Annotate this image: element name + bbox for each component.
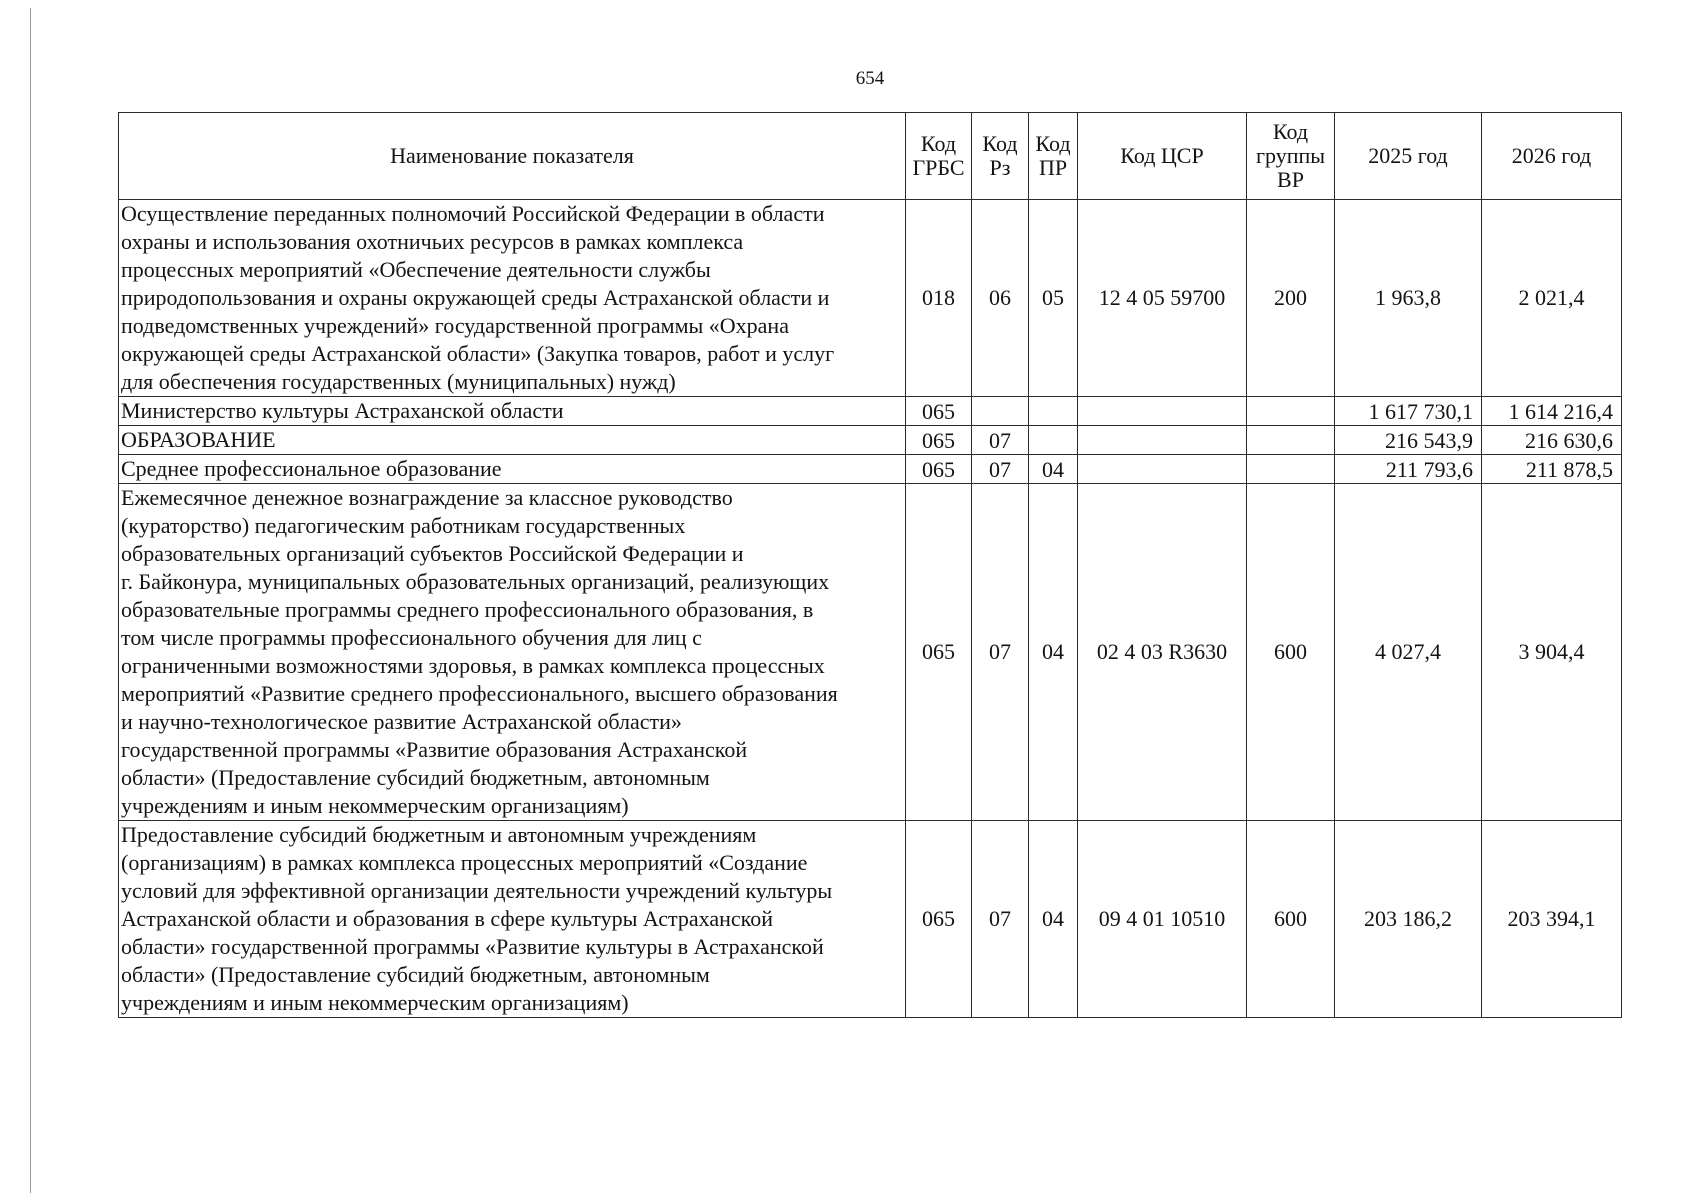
row-2025: 216 543,9 — [1335, 426, 1482, 455]
header-pr: Код ПР — [1029, 113, 1078, 200]
row-vr: 200 — [1247, 200, 1335, 397]
row-vr: 600 — [1247, 484, 1335, 821]
row-rz: 07 — [972, 426, 1029, 455]
row-2026: 2 021,4 — [1482, 200, 1622, 397]
row-grbs: 065 — [906, 426, 972, 455]
table-row — [119, 455, 1622, 484]
header-grbs: Код ГРБС — [906, 113, 972, 200]
row-pr — [1029, 397, 1078, 426]
row-2026: 211 878,5 — [1482, 455, 1622, 484]
row-rz — [972, 397, 1029, 426]
row-csr: 09 4 01 10510 — [1078, 821, 1247, 1018]
row-2026: 1 614 216,4 — [1482, 397, 1622, 426]
row-name: Ежемесячное денежное вознаграждение за классное руководство (кураторство) педагогическим работникам государственных образовательных организаций субъектов Российской Федерации и г. Байконура, муниципальных образовательных организаций, реализующих образовательные программы среднего профессионального образования, в том числе программы профессионального обучения для лиц с ограниченными возможностями здоровья, в рамках комплекса процессных мероприятий «Развитие среднего профессионального, высшего образования и научно-технологическое развитие Астраханской области» государственной программы «Развитие образования Астраханской области» (Предоставление субсидий бюджетным, автономным учреждениям и иным некоммерческим организациям) — [119, 484, 906, 821]
table-row — [119, 821, 1622, 1018]
row-2026: 203 394,1 — [1482, 821, 1622, 1018]
row-pr: 04 — [1029, 821, 1078, 1018]
row-grbs: 065 — [906, 484, 972, 821]
row-pr — [1029, 426, 1078, 455]
row-pr: 04 — [1029, 455, 1078, 484]
header-name: Наименование показателя — [119, 113, 906, 200]
header-rz: Код Рз — [972, 113, 1029, 200]
row-grbs: 065 — [906, 455, 972, 484]
page-number: 654 — [855, 68, 885, 89]
row-csr — [1078, 397, 1247, 426]
row-name: Предоставление субсидий бюджетным и автономным учреждениям (организациям) в рамках комплекса процессных мероприятий «Создание условий для эффективной организации деятельности учреждений культуры Астраханской области и образования в сфере культуры Астраханской области» государственной программы «Развитие культуры в Астраханской области» (Предоставление субсидий бюджетным, автономным учреждениям и иным некоммерческим организациям) — [119, 821, 906, 1018]
table-row — [119, 426, 1622, 455]
scan-margin-line — [30, 8, 31, 1193]
row-2026: 216 630,6 — [1482, 426, 1622, 455]
header-csr: Код ЦСР — [1078, 113, 1247, 200]
header-2025: 2025 год — [1335, 113, 1482, 200]
header-vr: Код группы ВР — [1247, 113, 1335, 200]
row-rz: 07 — [972, 821, 1029, 1018]
table-row — [119, 200, 1622, 397]
row-grbs: 065 — [906, 821, 972, 1018]
budget-table — [118, 112, 1622, 1018]
table-row — [119, 484, 1622, 821]
row-pr: 05 — [1029, 200, 1078, 397]
row-vr — [1247, 397, 1335, 426]
row-2026: 3 904,4 — [1482, 484, 1622, 821]
row-pr: 04 — [1029, 484, 1078, 821]
row-csr: 02 4 03 R3630 — [1078, 484, 1247, 821]
row-name: ОБРАЗОВАНИЕ — [119, 426, 906, 455]
row-name: Осуществление переданных полномочий Российской Федерации в области охраны и использования охотничьих ресурсов в рамках комплекса процессных мероприятий «Обеспечение деятельности службы природопользования и охраны окружающей среды Астраханской области и подведомственных учреждений» государственной программы «Охрана окружающей среды Астраханской области» (Закупка товаров, работ и услуг для обеспечения государственных (муниципальных) нужд) — [119, 200, 906, 397]
row-rz: 06 — [972, 200, 1029, 397]
row-2025: 203 186,2 — [1335, 821, 1482, 1018]
row-2025: 1 617 730,1 — [1335, 397, 1482, 426]
table-header-row — [119, 113, 1622, 200]
row-2025: 211 793,6 — [1335, 455, 1482, 484]
row-2025: 4 027,4 — [1335, 484, 1482, 821]
row-csr — [1078, 455, 1247, 484]
row-csr — [1078, 426, 1247, 455]
row-grbs: 065 — [906, 397, 972, 426]
row-2025: 1 963,8 — [1335, 200, 1482, 397]
row-rz: 07 — [972, 455, 1029, 484]
row-grbs: 018 — [906, 200, 972, 397]
row-rz: 07 — [972, 484, 1029, 821]
table-row — [119, 397, 1622, 426]
row-vr — [1247, 455, 1335, 484]
row-name: Среднее профессиональное образование — [119, 455, 906, 484]
row-vr — [1247, 426, 1335, 455]
row-csr: 12 4 05 59700 — [1078, 200, 1247, 397]
row-name: Министерство культуры Астраханской области — [119, 397, 906, 426]
header-2026: 2026 год — [1482, 113, 1622, 200]
row-vr: 600 — [1247, 821, 1335, 1018]
